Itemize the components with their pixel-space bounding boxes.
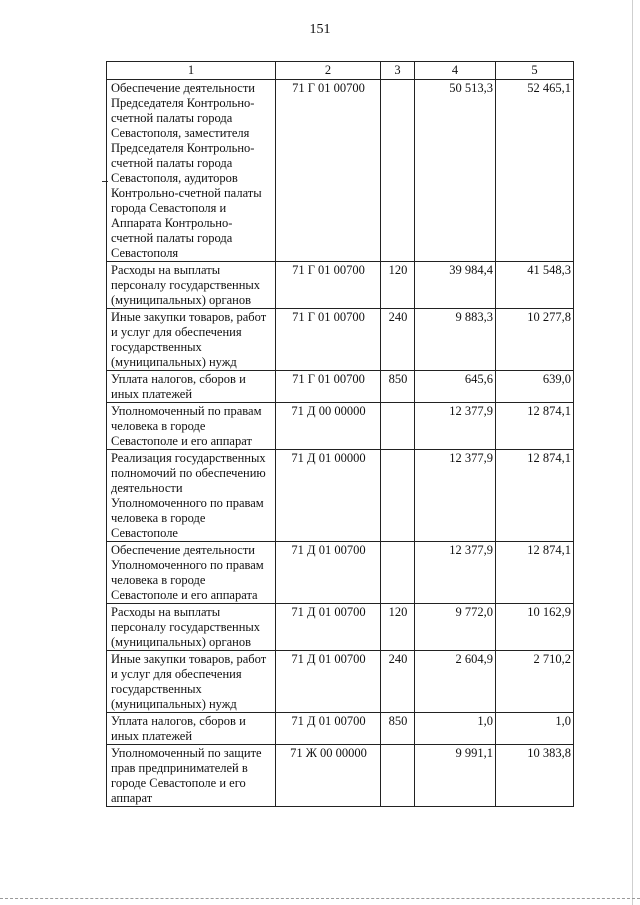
row-value-year-1: 39 984,4 [415,262,496,309]
row-name: Расходы на выплаты персоналу государственных (муниципальных) органов [107,604,276,651]
budget-table [106,61,574,807]
row-name: Уполномоченный по правам человека в городе Севастополе и его аппарат [107,403,276,450]
table-row [107,450,574,542]
row-code: 71 Г 01 00700 [276,309,381,371]
row-value-year-1: 12 377,9 [415,450,496,542]
row-name: Уплата налогов, сборов и иных платежей [107,371,276,403]
row-value-year-2: 639,0 [496,371,574,403]
row-value-year-1: 9 991,1 [415,745,496,807]
row-code: 71 Д 01 00700 [276,542,381,604]
row-type [381,80,415,262]
row-name: Реализация государственных полномочий по обеспечению деятельности Уполномоченного по правам человека в городе Севастополе [107,450,276,542]
row-type [381,542,415,604]
row-code: 71 Ж 00 00000 [276,745,381,807]
row-value-year-1: 2 604,9 [415,651,496,713]
row-code: 71 Г 01 00700 [276,371,381,403]
row-type: 850 [381,371,415,403]
row-type [381,450,415,542]
row-name: Расходы на выплаты персоналу государственных (муниципальных) органов [107,262,276,309]
row-value-year-1: 12 377,9 [415,403,496,450]
row-code: 71 Д 01 00700 [276,713,381,745]
row-value-year-2: 10 162,9 [496,604,574,651]
row-value-year-1: 9 772,0 [415,604,496,651]
row-name: Уплата налогов, сборов и иных платежей [107,713,276,745]
row-value-year-2: 2 710,2 [496,651,574,713]
row-name: Обеспечение деятельности Уполномоченного по правам человека в городе Севастополе и его аппарата [107,542,276,604]
row-code: 71 Д 01 00700 [276,604,381,651]
table-row [107,651,574,713]
header-col-5: 5 [496,62,574,80]
table-row [107,80,574,262]
row-value-year-2: 12 874,1 [496,542,574,604]
header-col-1: 1 [107,62,276,80]
row-value-year-2: 12 874,1 [496,403,574,450]
table-row [107,403,574,450]
row-type [381,745,415,807]
row-value-year-2: 12 874,1 [496,450,574,542]
row-code: 71 Д 00 00000 [276,403,381,450]
row-code: 71 Д 01 00000 [276,450,381,542]
header-col-2: 2 [276,62,381,80]
row-value-year-1: 645,6 [415,371,496,403]
row-name: Иные закупки товаров, работ и услуг для обеспечения государственных (муниципальных) нужд [107,651,276,713]
table-row [107,371,574,403]
scan-edge-line [632,0,633,905]
row-value-year-1: 12 377,9 [415,542,496,604]
row-name: Иные закупки товаров, работ и услуг для обеспечения государственных (муниципальных) нужд [107,309,276,371]
table-row [107,309,574,371]
row-value-year-2: 41 548,3 [496,262,574,309]
table-row [107,604,574,651]
row-code: 71 Г 01 00700 [276,262,381,309]
row-type: 120 [381,604,415,651]
page-number: 151 [309,22,331,37]
row-name: Обеспечение деятельности Председателя Контрольно-счетной палаты города Севастополя, заместителя Председателя Контрольно-счетной палаты города Севастополя, аудиторов Контрольно-счетной палаты города Севастополя и Аппарата Контрольно-счетной палаты города Севастополя [107,80,276,262]
header-row [107,62,574,80]
row-type: 240 [381,651,415,713]
row-value-year-2: 10 277,8 [496,309,574,371]
scan-bottom-line [0,898,640,899]
table-row [107,542,574,604]
row-value-year-1: 1,0 [415,713,496,745]
row-value-year-1: 9 883,3 [415,309,496,371]
row-value-year-1: 50 513,3 [415,80,496,262]
row-value-year-2: 1,0 [496,713,574,745]
row-value-year-2: 52 465,1 [496,80,574,262]
row-type: 850 [381,713,415,745]
header-col-4: 4 [415,62,496,80]
table-row [107,745,574,807]
row-name: Уполномоченный по защите прав предпринимателей в городе Севастополе и его аппарат [107,745,276,807]
row-type: 120 [381,262,415,309]
row-type: 240 [381,309,415,371]
row-value-year-2: 10 383,8 [496,745,574,807]
row-code: 71 Г 01 00700 [276,80,381,262]
row-code: 71 Д 01 00700 [276,651,381,713]
table-row [107,713,574,745]
header-col-3: 3 [381,62,415,80]
row-type [381,403,415,450]
table-row [107,262,574,309]
